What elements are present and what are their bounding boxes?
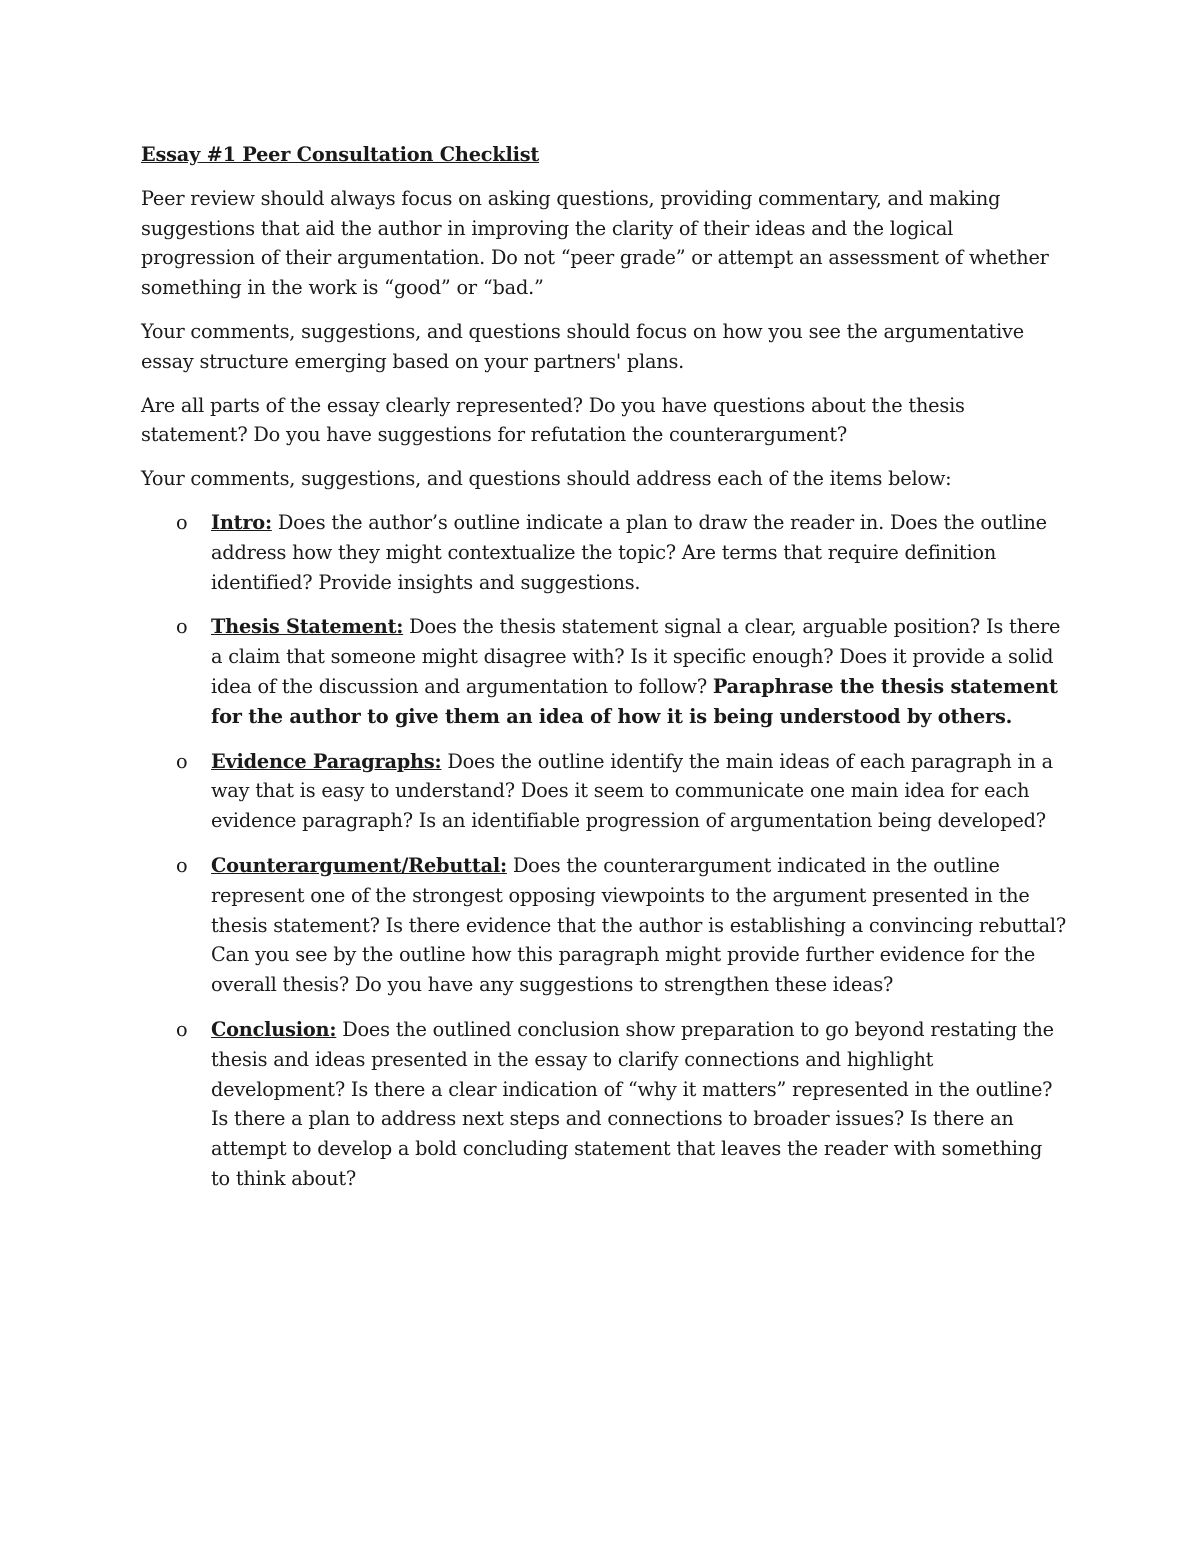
checklist-item-conclusion xyxy=(141,1015,1066,1194)
bullet-icon: o xyxy=(176,1017,188,1041)
item-term: Thesis Statement: xyxy=(211,615,404,639)
bullet-icon: o xyxy=(176,615,188,639)
document-title: Essay #1 Peer Consultation Checklist xyxy=(141,143,540,166)
checklist-item-evidence-paragraphs xyxy=(141,747,1066,836)
item-emphasis: Paraphrase the thesis statement for the author to give them an idea of how it is being understood by others. xyxy=(211,674,1058,728)
bullet-icon: o xyxy=(176,510,188,534)
item-text: Does the outline identify the main ideas of each paragraph in a way that is easy to understand? Does it seem to communicate one main idea for each evidence paragraph? Is an identifiable progression of argumentation being developed? xyxy=(211,749,1053,833)
item-term: Evidence Paragraphs: xyxy=(211,749,442,773)
item-term: Counterargument/Rebuttal: xyxy=(211,853,507,877)
checklist-item-thesis-statement xyxy=(141,612,1066,731)
item-text: Does the author’s outline indicate a plan to draw the reader in. Does the outline address how they might contextualize the topic? Are terms that require definition identified? Provide insights and suggestions. xyxy=(211,510,1047,594)
item-text: Does the outlined conclusion show preparation to go beyond restating the thesis and ideas presented in the essay to clarify connections and highlight development? Is there a clear indication of “why it matters” represented in the outline? Is there a plan to address next steps and connections to broader issues? Is there an attempt to develop a bold concluding statement that leaves the reader with something to think about? xyxy=(211,1017,1054,1190)
item-term: Conclusion: xyxy=(211,1017,337,1041)
item-text: Does the thesis statement signal a clear, arguable position? Is there a claim that someone might disagree with? Is it specific enough? Does it provide a solid idea of the discussion and argumentation to follow? xyxy=(211,615,1061,698)
document-page xyxy=(141,140,1066,1209)
checklist-item-intro xyxy=(141,508,1066,597)
intro-paragraph-4: Your comments, suggestions, and questions should address each of the items below: xyxy=(141,467,952,491)
item-term: Intro: xyxy=(211,510,272,534)
intro-paragraph-2: Your comments, suggestions, and questions should focus on how you see the argumentative essay structure emerging based on your partners' plans. xyxy=(141,319,1024,373)
checklist xyxy=(141,508,1066,1194)
item-text: Does the counterargument indicated in the outline represent one of the strongest opposing viewpoints to the argument presented in the thesis statement? Is there evidence that the author is establishing a convincing rebuttal? Can you see by the outline how this paragraph might provide further evidence for the overall thesis? Do you have any suggestions to strengthen these ideas? xyxy=(211,853,1066,997)
bullet-icon: o xyxy=(176,853,188,877)
bullet-icon: o xyxy=(176,749,188,773)
intro-paragraph-1: Peer review should always focus on asking questions, providing commentary, and making suggestions that aid the author in improving the clarity of their ideas and the logical progression of their argumentation. Do not “peer grade” or attempt an assessment of whether something in the work is “good” or “bad.” xyxy=(141,186,1049,300)
intro-paragraph-3: Are all parts of the essay clearly represented? Do you have questions about the thesis statement? Do you have suggestions for refutation the counterargument? xyxy=(141,393,965,447)
checklist-item-counterargument-rebuttal xyxy=(141,851,1066,1000)
